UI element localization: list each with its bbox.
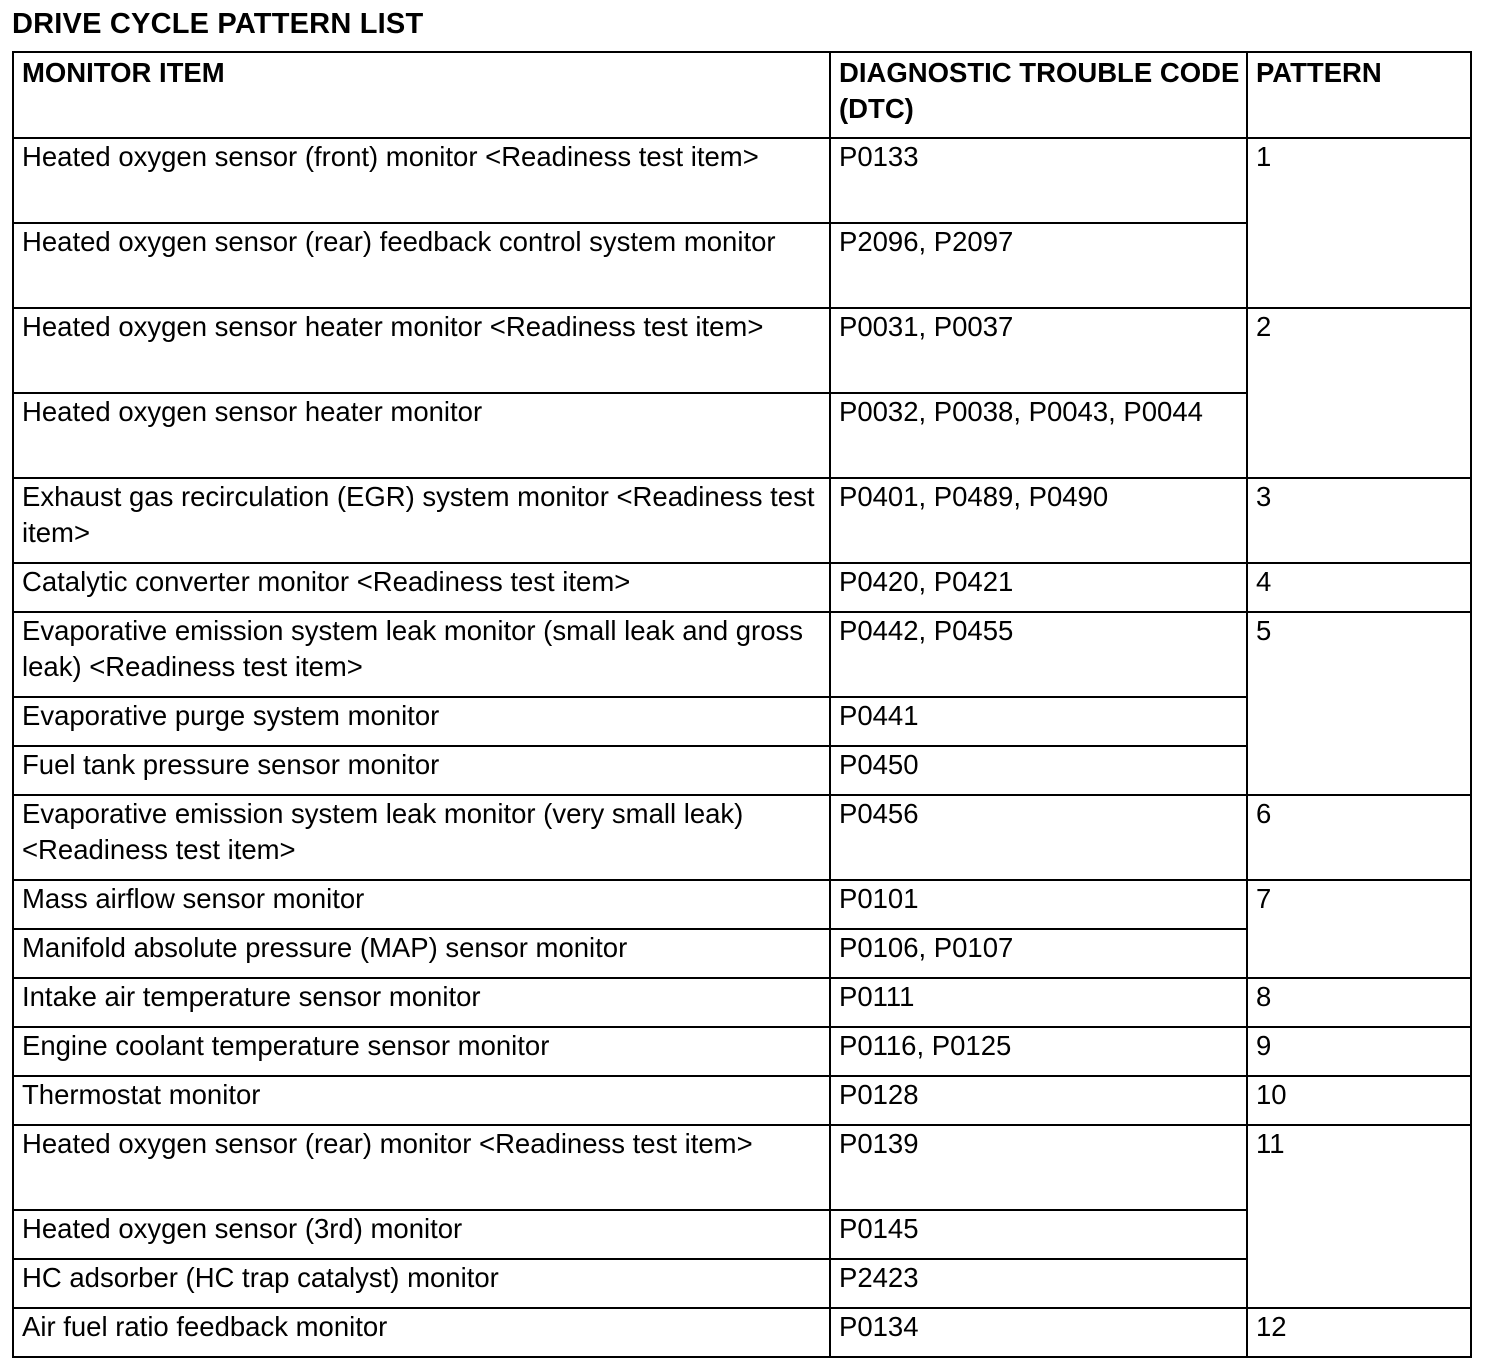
pattern-cell: 2 [1247, 308, 1471, 478]
dtc-cell: P0032, P0038, P0043, P0044 [830, 393, 1247, 478]
dtc-cell: P0456 [830, 795, 1247, 880]
dtc-cell: P2096, P2097 [830, 223, 1247, 308]
monitor-cell: Heated oxygen sensor heater monitor <Readiness test item> [13, 308, 830, 393]
pattern-cell: 5 [1247, 612, 1471, 795]
pattern-cell: 3 [1247, 478, 1471, 563]
header-dtc: DIAGNOSTIC TROUBLE CODE (DTC) [830, 52, 1247, 138]
table-row [13, 880, 1471, 929]
pattern-cell: 12 [1247, 1308, 1471, 1357]
monitor-cell: Fuel tank pressure sensor monitor [13, 746, 830, 795]
dtc-cell: P0111 [830, 978, 1247, 1027]
table-header-row [13, 52, 1471, 138]
dtc-cell: P0441 [830, 697, 1247, 746]
table-row [13, 308, 1471, 393]
table-row [13, 563, 1471, 612]
pattern-cell: 1 [1247, 138, 1471, 308]
pattern-cell: 4 [1247, 563, 1471, 612]
pattern-cell: 9 [1247, 1027, 1471, 1076]
monitor-cell: HC adsorber (HC trap catalyst) monitor [13, 1259, 830, 1308]
monitor-cell: Evaporative emission system leak monitor (very small leak) <Readiness test item> [13, 795, 830, 880]
table-row [13, 1308, 1471, 1357]
monitor-cell: Intake air temperature sensor monitor [13, 978, 830, 1027]
table-row [13, 1027, 1471, 1076]
monitor-cell: Catalytic converter monitor <Readiness test item> [13, 563, 830, 612]
table-row [13, 1125, 1471, 1210]
monitor-cell: Manifold absolute pressure (MAP) sensor monitor [13, 929, 830, 978]
table-row [13, 478, 1471, 563]
pattern-cell: 10 [1247, 1076, 1471, 1125]
table-row [13, 612, 1471, 697]
pattern-cell: 6 [1247, 795, 1471, 880]
monitor-cell: Heated oxygen sensor (rear) monitor <Readiness test item> [13, 1125, 830, 1210]
monitor-cell: Mass airflow sensor monitor [13, 880, 830, 929]
monitor-cell: Engine coolant temperature sensor monitor [13, 1027, 830, 1076]
dtc-cell: P0420, P0421 [830, 563, 1247, 612]
dtc-cell: P0401, P0489, P0490 [830, 478, 1247, 563]
dtc-cell: P0133 [830, 138, 1247, 223]
dtc-cell: P0031, P0037 [830, 308, 1247, 393]
pattern-cell: 11 [1247, 1125, 1471, 1308]
table-row [13, 1076, 1471, 1125]
dtc-cell: P0145 [830, 1210, 1247, 1259]
monitor-cell: Heated oxygen sensor (3rd) monitor [13, 1210, 830, 1259]
dtc-cell: P0116, P0125 [830, 1027, 1247, 1076]
pattern-cell: 7 [1247, 880, 1471, 978]
dtc-cell: P0128 [830, 1076, 1247, 1125]
dtc-cell: P0450 [830, 746, 1247, 795]
monitor-cell: Heated oxygen sensor (front) monitor <Readiness test item> [13, 138, 830, 223]
monitor-cell: Evaporative purge system monitor [13, 697, 830, 746]
table-row [13, 795, 1471, 880]
pattern-cell: 8 [1247, 978, 1471, 1027]
table-row [13, 978, 1471, 1027]
table-row [13, 138, 1471, 223]
dtc-cell: P0139 [830, 1125, 1247, 1210]
monitor-cell: Exhaust gas recirculation (EGR) system monitor <Readiness test item> [13, 478, 830, 563]
header-monitor-item: MONITOR ITEM [13, 52, 830, 138]
monitor-cell: Evaporative emission system leak monitor (small leak and gross leak) <Readiness test item> [13, 612, 830, 697]
page-title: DRIVE CYCLE PATTERN LIST [12, 8, 424, 40]
dtc-cell: P0101 [830, 880, 1247, 929]
dtc-cell: P0106, P0107 [830, 929, 1247, 978]
dtc-cell: P0442, P0455 [830, 612, 1247, 697]
drive-cycle-table [12, 51, 1472, 1358]
dtc-cell: P2423 [830, 1259, 1247, 1308]
dtc-cell: P0134 [830, 1308, 1247, 1357]
monitor-cell: Heated oxygen sensor (rear) feedback control system monitor [13, 223, 830, 308]
monitor-cell: Thermostat monitor [13, 1076, 830, 1125]
monitor-cell: Air fuel ratio feedback monitor [13, 1308, 830, 1357]
monitor-cell: Heated oxygen sensor heater monitor [13, 393, 830, 478]
header-pattern: PATTERN [1247, 52, 1471, 138]
